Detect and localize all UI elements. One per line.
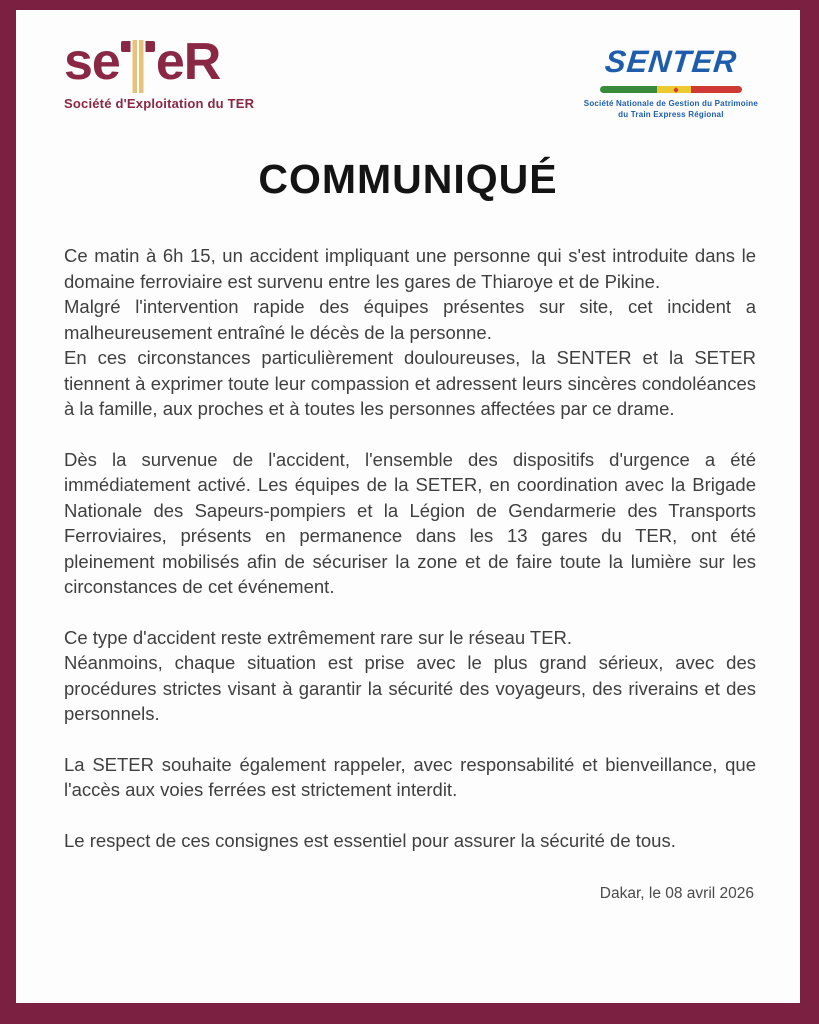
date-line: Dakar, le 08 avril 2026 (599, 885, 754, 902)
seter-logo (64, 33, 255, 111)
senter-tagline (584, 98, 758, 120)
header (16, 10, 800, 120)
seter-t-icon (121, 40, 155, 84)
paragraph: Le respect de ces consignes est essentiel pour assurer la sécurité de tous. (64, 829, 676, 851)
page-title: COMMUNIQUÉ (258, 156, 558, 202)
paragraph: Malgré l'intervention rapide des équipes présentes sur site, cet incident a malheureusement entraîné le décès de la personne. (64, 296, 756, 343)
communique-page (16, 10, 800, 1003)
paragraph-group (64, 447, 756, 600)
seter-t-gold-stem (130, 40, 145, 93)
seter-tagline: Société d'Exploitation du TER (64, 96, 255, 111)
paragraph: En ces circonstances particulièrement douloureuses, la SENTER et la SETER tiennent à exprimer toute leur compassion et adressent leurs sincères condoléances à la famille, aux proches et à toutes les personnes affectées par ce drame. (64, 347, 756, 419)
body-text (16, 203, 800, 853)
paragraph-group (64, 243, 756, 422)
paragraph: Ce type d'accident reste extrêmement rare sur le réseau TER. (64, 626, 573, 648)
senter-logo (584, 40, 758, 120)
paragraph: La SETER souhaite également rappeler, avec responsabilité et bienveillance, que l'accès aux voies ferrées est strictement interdit. (64, 753, 756, 800)
paragraph-group (64, 625, 756, 727)
seter-wordmark (64, 33, 254, 91)
paragraph: Dès la survenue de l'accident, l'ensemble des dispositifs d'urgence a été immédiatement activé. Les équipes de la SETER, en coordination avec la Brigade Nationale des Sapeurs-pompiers et la Légion de Gendarmerie des Transports Ferroviaires, présents en permanence dans les 13 gares du TER, ont été pleinement mobilisés afin de sécuriser la zone et de faire toute la lumière sur les circonstances de cet événement. (64, 448, 756, 597)
seter-wordmark-se: se (64, 33, 120, 91)
paragraph: Ce matin à 6h 15, un accident impliquant une personne qui s'est introduite dans le domaine ferroviaire est survenu entre les gares de Thiaroye et de Pikine. (64, 245, 756, 292)
flag-star-icon (673, 87, 679, 93)
paragraph-group (64, 752, 756, 803)
senter-tagline-line2: du Train Express Régional (618, 110, 724, 119)
paragraph-group (64, 828, 756, 854)
paragraph: Néanmoins, chaque situation est prise avec le plus grand sérieux, avec des procédures strictes visant à garantir la sécurité des voyageurs, des riverains et des personnels. (64, 652, 756, 724)
senter-tagline-line1: Société Nationale de Gestion du Patrimoine (583, 99, 758, 108)
senter-wordmark: SENTER (603, 44, 739, 79)
seter-wordmark-er: eR (155, 33, 221, 91)
senegal-flag-stripe-icon (600, 86, 742, 93)
